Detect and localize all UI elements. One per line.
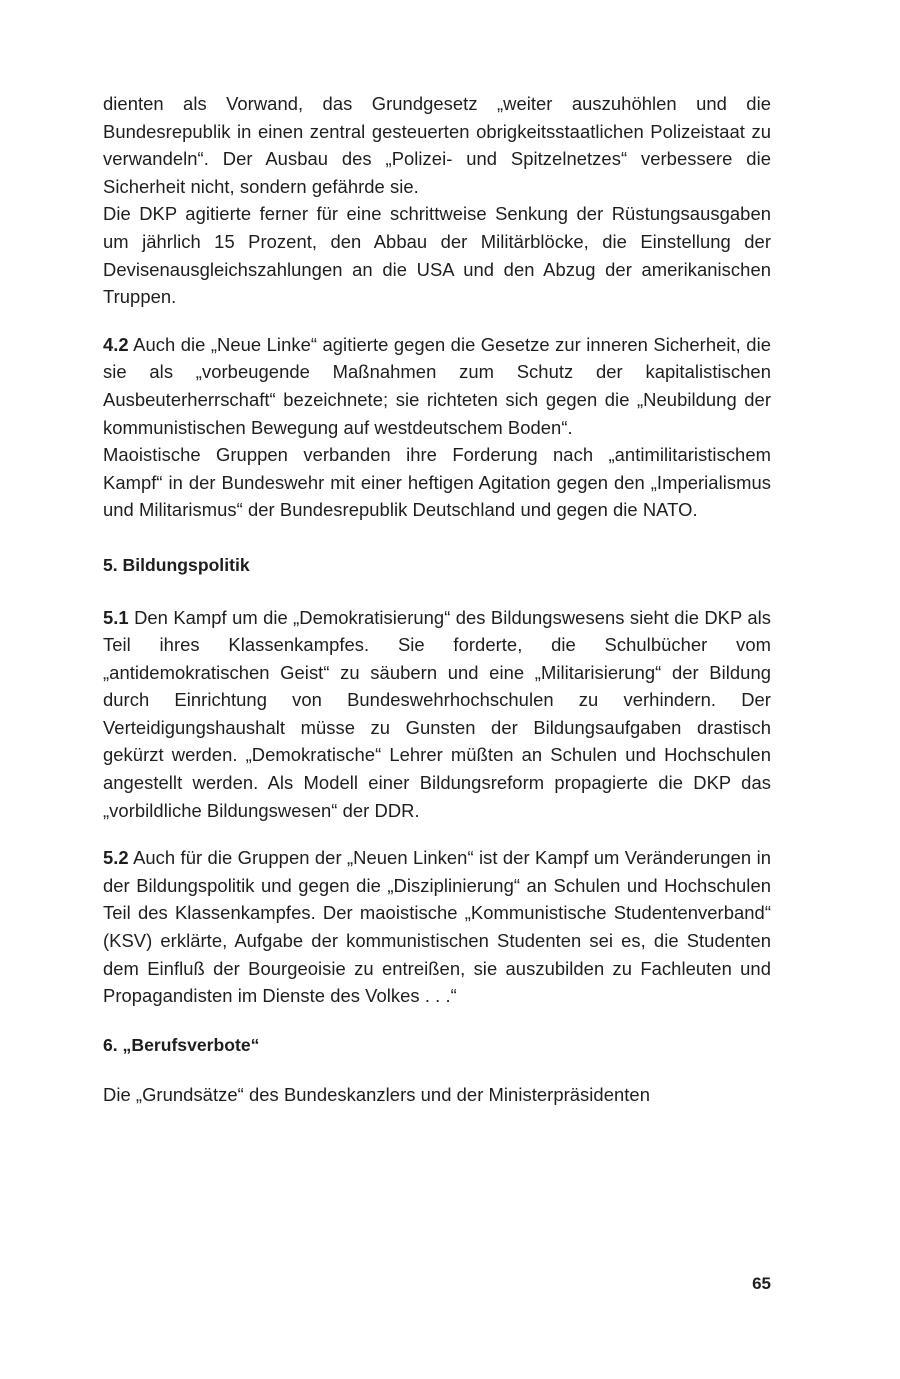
heading-bildungspolitik: 5. Bildungspolitik bbox=[103, 554, 250, 575]
section-number-5-2: 5.2 bbox=[103, 847, 129, 869]
paragraph-grundsaetze bbox=[103, 1081, 771, 1109]
paragraph-5-2 bbox=[103, 844, 771, 1010]
paragraph-5-2-text: Auch für die Gruppen der „Neuen Linken“ ist der Kampf um Veränderungen in der Bildungspolitik und gegen die „Disziplinierung“ an Schulen und Hochschulen Teil des Klassenkampfes. Der maoistische „Kommunistische Studentenverband“ (KSV) erklärte, Aufgabe der kommunistischen Studenten sei es, die Studenten dem Einfluß der Bourgeoisie zu entreißen, sie auszubilden zu Fachleuten und Propagandisten im Dienste des Volkes . . .“ bbox=[103, 847, 771, 1007]
paragraph-5-1-text: Den Kampf um die „Demokratisierung“ des Bildungswesens sieht die DKP als Teil ihres Klassenkampfes. Sie forderte, die Schulbücher vom „antidemokratischen Geist“ zu säubern und eine „Militarisierung“ der Bildung durch Einrichtung von Bundeswehrhochschulen zu verhindern. Der Verteidigungshaushalt müsse zu Gunsten der Bildungsaufgaben drastisch gekürzt werden. „Demokratische“ Lehrer müßten an Schulen und Hochschulen angestellt werden. Als Modell einer Bildungsreform propagierte die DKP das „vorbildliche Bildungswesen“ der DDR. bbox=[103, 606, 771, 821]
paragraph-1 bbox=[103, 90, 771, 200]
heading-berufsverbote: 6. „Berufsverbote“ bbox=[103, 1034, 260, 1055]
page-body bbox=[103, 90, 771, 1109]
paragraph-4-2-text: Auch die „Neue Linke“ agitierte gegen die Gesetze zur inneren Sicherheit, die sie als „vorbeugende Maßnahmen zum Schutz der kapitalistischen Ausbeuterherrschaft“ bezeichnete; sie richteten sich gegen die „Neubildung der kommunistischen Bewegung auf westdeutschem Boden“. bbox=[103, 333, 771, 438]
paragraph-maoist-text: Maoistische Gruppen verbanden ihre Forderung nach „antimilitaristischem Kampf“ in der Bundeswehr mit einer heftigen Agitation gegen den „Imperialismus und Militarismus“ der Bundesrepublik Deutschland und gegen die NATO. bbox=[103, 444, 771, 521]
paragraph-1-text: dienten als Vorwand, das Grundgesetz „weiter auszuhöhlen und die Bundesrepublik in einen zentral gesteuerten obrigkeitsstaatlichen Polizeistaat zu verwandeln“. Der Ausbau des „Polizei- und Spitzelnetzes“ verbessere die Sicherheit nicht, sondern gefährde sie. bbox=[103, 93, 771, 197]
paragraph-2 bbox=[103, 200, 771, 310]
paragraph-5-1 bbox=[103, 604, 771, 825]
paragraph-grundsaetze-text: Die „Grundsätze“ des Bundeskanzlers und der Ministerpräsidenten bbox=[103, 1084, 650, 1106]
paragraph-maoist bbox=[103, 441, 771, 524]
paragraph-2-text: Die DKP agitierte ferner für eine schrittweise Senkung der Rüstungsausgaben um jährlich 15 Prozent, den Abbau der Militärblöcke, die Einstellung der Devisenausgleichszahlungen an die USA und den Abzug der amerikanischen Truppen. bbox=[103, 203, 771, 308]
page-number: 65 bbox=[752, 1274, 771, 1293]
paragraph-4-2 bbox=[103, 331, 771, 441]
section-number-4-2: 4.2 bbox=[103, 333, 129, 355]
section-number-5-1: 5.1 bbox=[103, 606, 129, 628]
